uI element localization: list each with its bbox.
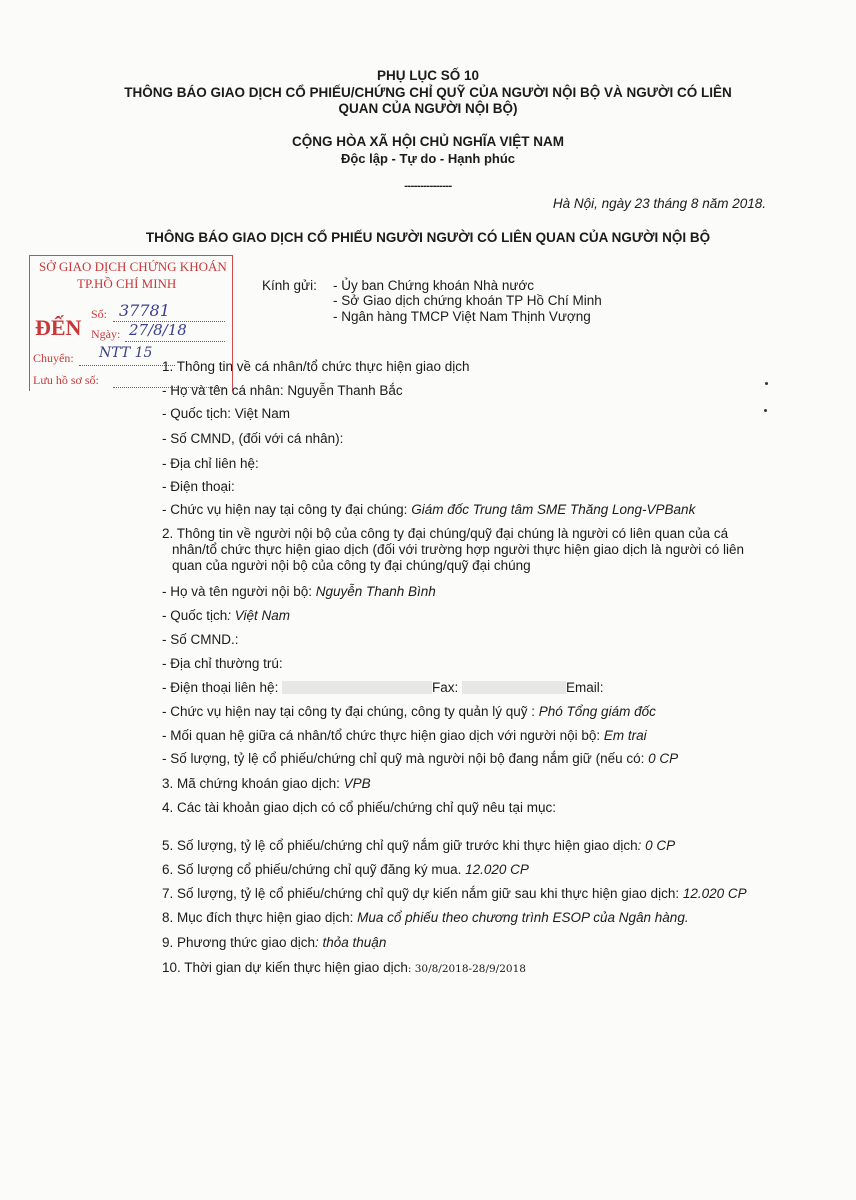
section2-insider: [162, 584, 436, 599]
section1-position-value: Giám đốc Trung tâm SME Thăng Long-VPBank: [411, 502, 696, 517]
stamp-ngay-value: 27/8/18: [129, 321, 187, 339]
item-6: [162, 862, 529, 877]
section2-holding: [162, 751, 678, 766]
stamp-org-line1: SỞ GIAO DỊCH CHỨNG KHOÁN: [39, 259, 227, 274]
section2-insider-label: - Họ và tên người nội bộ:: [162, 584, 316, 599]
section2-email: Email:: [566, 680, 604, 695]
recipients-label: Kính gửi:: [262, 278, 317, 293]
section2-relation-label: - Mối quan hệ giữa cá nhân/tổ chức thực hiện giao dịch với người nội bộ:: [162, 728, 604, 743]
item-value: Mua cổ phiếu theo chương trình ESOP của Ngân hàng.: [357, 910, 689, 925]
item-value: 12.020 CP: [465, 862, 529, 877]
item-value: VPB: [343, 776, 371, 791]
document-title: THÔNG BÁO GIAO DỊCH CỔ PHIẾU NGƯỜI NGƯỜI CÓ LIÊN QUAN CỦA NGƯỜI NỘI BỘ: [145, 230, 711, 245]
stamp-so-value: 37781: [119, 301, 170, 320]
section2-heading-line3: quan của người nội bộ của công ty đại chúng/quỹ đại chúng: [172, 558, 531, 573]
redaction-bar: [462, 681, 566, 694]
item-label: 5. Số lượng, tỷ lệ cổ phiếu/chứng chỉ quỹ nắm giữ trước khi thực hiện giao dịch: [162, 838, 638, 853]
stamp-chuyen-value: NTT 15: [99, 345, 153, 361]
appendix-number: PHỤ LỤC SỐ 10: [376, 68, 480, 83]
section1-position-label: - Chức vụ hiện nay tại công ty đại chúng:: [162, 502, 412, 517]
item-value: 12.020 CP: [682, 886, 747, 901]
section2-id: - Số CMND.:: [162, 632, 239, 647]
section2-nationality: [162, 608, 290, 623]
national-motto: Độc lập - Tự do - Hạnh phúc: [340, 151, 516, 166]
item-label: 9. Phương thức giao dịch: [162, 935, 316, 950]
country-name: CỘNG HÒA XÃ HỘI CHỦ NGHĨA VIỆT NAM: [291, 134, 564, 149]
section2-fax: Fax:: [432, 680, 459, 695]
stamp-org-line2: TP.HỒ CHÍ MINH: [77, 276, 177, 291]
section2-position-value: Phó Tổng giám đốc: [538, 704, 656, 719]
recipient-item: - Sở Giao dịch chứng khoán TP Hồ Chí Minh: [333, 293, 602, 308]
section1-name: - Họ và tên cá nhân: Nguyễn Thanh Bắc: [162, 383, 403, 398]
section2-position-label: - Chức vụ hiện nay tại công ty đại chúng, công ty quản lý quỹ :: [162, 704, 539, 719]
section1-heading: 1. Thông tin về cá nhân/tổ chức thực hiện giao dịch: [162, 359, 470, 374]
item-value: : 30/8/2018-28/9/2018: [407, 963, 526, 975]
item-label: 6. Số lượng cổ phiếu/chứng chỉ quỹ đăng ký mua.: [162, 862, 466, 877]
section1-nationality: - Quốc tịch: Việt Nam: [162, 406, 291, 421]
stamp-chuyen-label: Chuyển:: [33, 351, 74, 365]
section2-address: - Địa chỉ thường trú:: [162, 656, 283, 671]
item-8: [162, 910, 689, 925]
item-7: [162, 886, 747, 901]
section2-nationality-label: - Quốc tịch: [162, 608, 228, 623]
item-label: 3. Mã chứng khoán giao dịch:: [162, 776, 344, 791]
appendix-title-line1: THÔNG BÁO GIAO DỊCH CỔ PHIẾU/CHỨNG CHỈ QUỸ CỦA NGƯỜI NỘI BỘ VÀ NGƯỜI CÓ LIÊN: [124, 85, 732, 100]
place-date: Hà Nội, ngày 23 tháng 8 năm 2018.: [552, 196, 766, 211]
stamp-ngay-line: [125, 341, 225, 342]
redaction-bar: [282, 681, 432, 694]
item-label: 4. Các tài khoản giao dịch có cổ phiếu/chứng chỉ quỹ nêu tại mục:: [162, 800, 557, 815]
section2-relation-value: Em trai: [603, 728, 647, 743]
section2-holding-value: 0 CP: [648, 751, 679, 766]
section2-holding-label: - Số lượng, tỷ lệ cổ phiếu/chứng chỉ quỹ mà người nội bộ đang nắm giữ (nếu có:: [162, 751, 649, 766]
item-label: 7. Số lượng, tỷ lệ cổ phiếu/chứng chỉ quỹ dự kiến nắm giữ sau khi thực hiện giao dịch:: [162, 886, 683, 901]
stamp-den: ĐẾN: [35, 315, 82, 340]
item-value: : 0 CP: [637, 838, 676, 853]
recipient-item: - Ngân hàng TMCP Việt Nam Thịnh Vượng: [333, 309, 591, 324]
item-9: [162, 935, 386, 950]
scan-speck: [765, 382, 768, 385]
appendix-title-line2: QUAN CỦA NGƯỜI NỘI BỘ): [338, 101, 518, 116]
section2-insider-value: Nguyễn Thanh Bình: [315, 584, 436, 599]
section2-nationality-value: : Việt Nam: [227, 608, 291, 623]
section1-position: [162, 502, 695, 517]
section1-id: - Số CMND, (đối với cá nhân):: [162, 431, 344, 446]
section1-phone: - Điện thoại:: [162, 479, 235, 494]
section2-relation: [162, 728, 647, 743]
section2-position: [162, 704, 656, 719]
item-label: 10. Thời gian dự kiến thực hiện giao dịch: [162, 960, 408, 975]
stamp-luu-label: Lưu hồ sơ số:: [33, 373, 99, 387]
header-divider: ---------------: [404, 180, 452, 192]
item-10: [162, 960, 526, 975]
item-value: : thỏa thuận: [315, 935, 387, 950]
recipient-item: - Ủy ban Chứng khoán Nhà nước: [333, 278, 535, 293]
section2-heading-line2: nhân/tổ chức thực hiện giao dịch (đối với trường hợp người thực hiện giao dịch là người có liên: [172, 542, 745, 557]
item-4: [162, 800, 556, 815]
stamp-ngay-label: Ngày:: [91, 327, 121, 341]
stamp-chuyen-line: [79, 365, 175, 366]
scan-speck: [764, 409, 767, 412]
stamp-so-label: Số:: [91, 307, 108, 321]
item-5: [162, 838, 675, 853]
section2-phone: - Điện thoại liên hệ:: [162, 680, 279, 695]
section2-heading-line1: 2. Thông tin về người nội bộ của công ty đại chúng/quỹ đại chúng là người có liên quan của cá: [162, 526, 729, 541]
section1-address: - Địa chỉ liên hệ:: [162, 456, 259, 471]
item-label: 8. Mục đích thực hiện giao dịch:: [162, 910, 358, 925]
item-3: [162, 776, 371, 791]
